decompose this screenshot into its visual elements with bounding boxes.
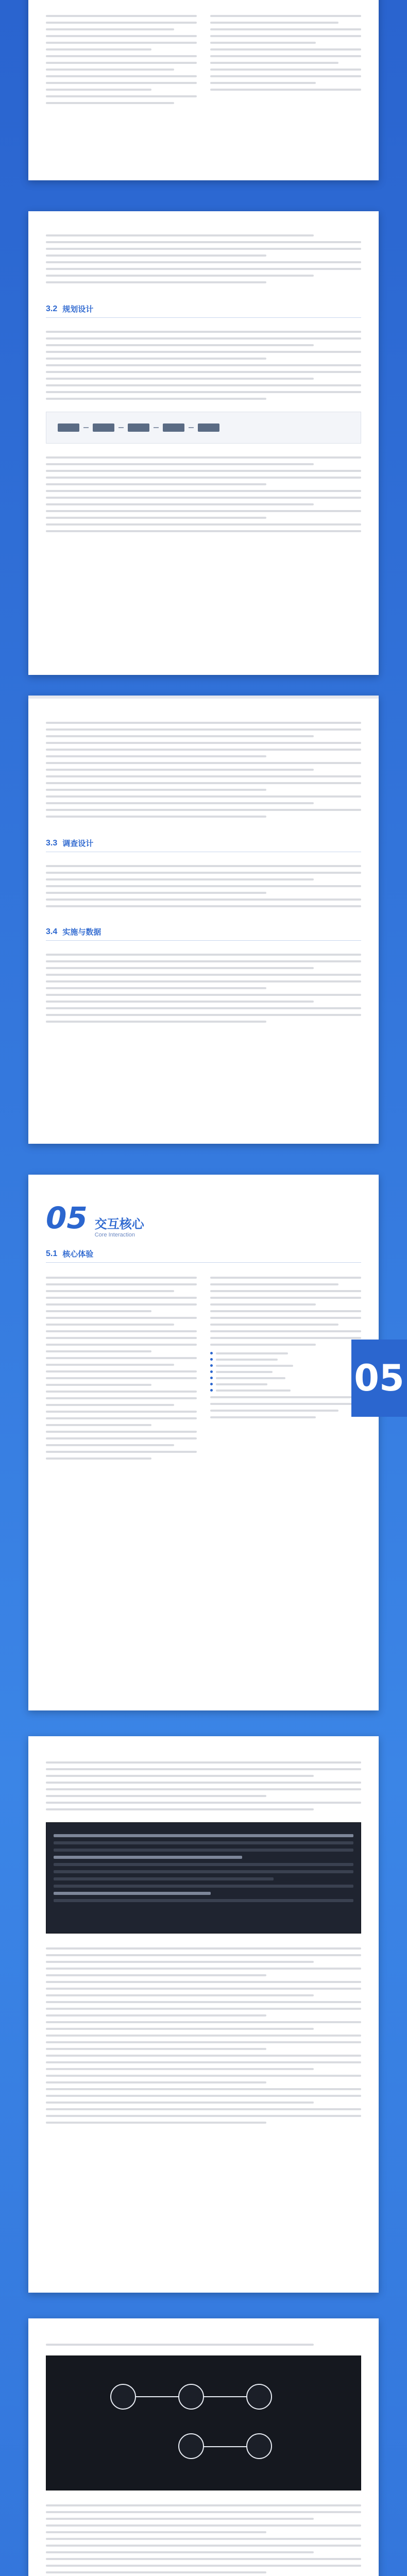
diagram-node [246,2384,272,2410]
doc-page-1 [28,0,379,180]
section-title: 规划设计 [62,305,94,314]
list-item [210,1383,361,1385]
section-number: 3.2 [46,304,58,313]
flow-arrow [83,427,89,428]
bullet-list [210,1352,361,1392]
section-heading-5-1 [46,1248,361,1259]
chapter-subtitle: Core Interaction [94,1232,135,1238]
diagram-link [201,2446,247,2447]
bullet-icon [210,1352,213,1354]
flow-step [163,423,184,432]
diagram-node [178,2384,204,2410]
bullet-icon [210,1377,213,1379]
screenshot-figure [46,1822,361,1934]
flow-step [58,423,79,432]
section-heading-3-3 [46,838,361,849]
bullet-icon [210,1358,213,1361]
bullet-icon [210,1383,213,1385]
diagram-node [178,2433,204,2459]
section-title: 核心体验 [62,1250,94,1259]
chapter-title: 交互核心 [94,1217,144,1231]
section-heading-3-2 [46,303,361,314]
flow-figure [46,412,361,444]
doc-page-2 [28,211,379,675]
list-item [210,1377,361,1379]
doc-page-6 [28,2318,379,2576]
section-number: 3.3 [46,838,58,848]
list-item [210,1389,361,1392]
flow-arrow [118,427,124,428]
flow-arrow [154,427,159,428]
diagram-link [134,2396,180,2397]
diagram-link [201,2396,247,2397]
section-heading-3-4 [46,926,361,937]
doc-page-5 [28,1736,379,2293]
section-title: 实施与数据 [62,928,101,937]
chapter-number: 05 [46,1200,88,1235]
doc-page-4 [28,1175,379,1710]
section-title: 调查设计 [62,839,94,848]
flow-step [128,423,149,432]
list-item [210,1352,361,1354]
chapter-side-tab: 05 [351,1340,407,1417]
list-item [210,1358,361,1361]
section-number: 3.4 [46,927,58,936]
flow-diagram [58,423,219,432]
diagram-node [246,2433,272,2459]
doc-page-3 [28,696,379,1144]
flow-arrow [189,427,194,428]
section-number: 5.1 [46,1249,58,1258]
node-diagram-figure [46,2355,361,2490]
bullet-icon [210,1364,213,1367]
bullet-icon [210,1389,213,1392]
list-item [210,1364,361,1367]
flow-step [93,423,114,432]
list-item [210,1370,361,1373]
flow-step [198,423,219,432]
diagram-node [110,2384,136,2410]
bullet-icon [210,1370,213,1373]
